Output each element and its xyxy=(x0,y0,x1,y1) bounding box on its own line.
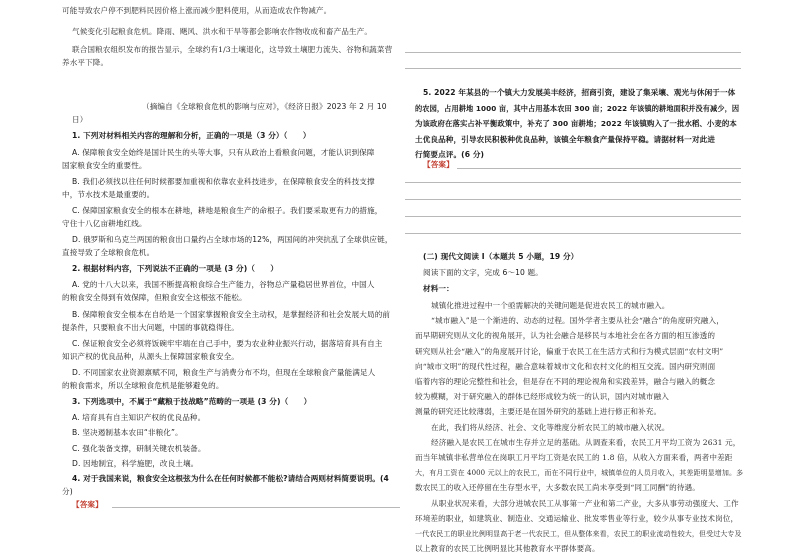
material-line: 而当年城镇非私营单位在岗职工月平均工资是农民工的 1.8 倍，从收入方面来看，两者中差距 xyxy=(415,453,733,462)
material-line: 较为模糊，对于研究融入的群体已经形成较为统一的认识，国内对城市融入 xyxy=(415,392,669,402)
material-line: 而早期研究则从文化的视角展开，认为社会融合是移民与本地社会在各方面的相互渗透的 xyxy=(415,331,716,341)
material-line: 临着内容的理论完整性和社会，但是存在不同的理论视角和实践差异，融合与融入的概念 xyxy=(415,377,716,386)
left-line: 中，节水技术是最重要的。 xyxy=(62,190,155,199)
answer-line-r1 xyxy=(457,168,741,169)
answer-line-r3 xyxy=(405,199,741,200)
q5-line: 行简要点评。(6 分) xyxy=(415,150,485,159)
left-line: 养水平下降。 xyxy=(62,58,109,67)
left-line: A. 党的十八大以来，我国不断提高粮食综合生产能力，谷物总产量稳居世界首位，中国人 xyxy=(72,280,375,289)
material-line: 经济融入是农民工在城市生存并立足的基础。从调查来看，农民工月平均工资为 2631 元， xyxy=(431,437,741,447)
material-label: 材料一： xyxy=(423,284,454,293)
left-line: 国家粮食安全的重要性。 xyxy=(62,161,147,170)
q5-line: 为该政府在落实占补平衡政策中，补充了 300 亩耕地；2022 年该镇购入了一批水稻、小麦的本 xyxy=(415,119,737,128)
left-line: 提条件，只要粮食不出大问题，中国的事就稳得住。 xyxy=(62,323,239,332)
answer-line-r4 xyxy=(405,216,741,217)
left-line: 1. 下列对材料相关内容的理解和分析，正确的一项是（3 分）（ ） xyxy=(72,131,311,140)
left-line: C. 强化装备支撑，研制关键农机装备。 xyxy=(72,444,206,453)
left-line: 3. 下列选项中，不属于“藏粮于技战略”范畴的一项是 (3 分)（ ） xyxy=(72,397,312,406)
left-line: A. 培育具有自主知识产权的优良品种。 xyxy=(72,413,206,422)
q5-line: 5. 2022 年某县的一个镇大力发展美丰经济，招商引资，建设了集采壤、观光与休闲于一体 xyxy=(423,88,736,97)
section-instruction: 阅读下面的文字，完成 6～10 题。 xyxy=(423,268,543,277)
left-line: C. 保障国家粮食安全的根本在耕地，耕地是粮食生产的命根子。我们要采取更有力的措施， xyxy=(72,206,383,215)
answer-label-right: 【答案】 xyxy=(423,160,454,169)
material-line: 测量的研究还比较薄弱，主要还是在国外研究的基础上进行修正和补充。 xyxy=(415,407,662,417)
left-line: 的粮食安全得到有效保障，但粮食安全这根弦不能松。 xyxy=(62,293,247,302)
material-line: 从职业状况来看，大部分进城农民工从事第一产业和第二产业，大多从事劳动强度大、工作 xyxy=(431,498,739,508)
left-line: D. 因地制宜，科学施肥，改良土壤。 xyxy=(72,459,199,468)
left-line: 分) xyxy=(62,487,73,496)
material-line: 研究则从社会“融入”的角度展开讨论，偏重于农民工在生活方式和行为模式层面“农村文明” xyxy=(415,346,724,356)
material-line: 城镇化推进过程中一个亟需解决的关键问题是促进农民工的城市融入。 xyxy=(431,301,670,310)
answer-line-left xyxy=(112,507,400,508)
material-line: 数农民工的收入还停留在生存型水平，大多数农民工尚未享受到“同工同酬”的待遇。 xyxy=(415,483,700,493)
material-line: 向“城市文明”的现代性过程，融合意味着城市文化和农村文化的相互交流。国内研究则面 xyxy=(415,361,716,371)
left-line: 气候变化引起粮食危机。降雨、飓风、洪水和干旱等都会影响农作物收成和畜产品生产。 xyxy=(72,27,373,36)
left-line: （摘编自《全球粮食危机的影响与应对》，《经济日报》2023 年 2 月 10 xyxy=(142,102,387,111)
left-line: B. 坚决遏制基本农田“非粮化”。 xyxy=(72,428,183,437)
answer-line-r2 xyxy=(405,182,741,183)
material-line: 环境差的职业，如建筑业、制造业、交通运输业、批发零售业等行业，较少从事专业技术岗位， xyxy=(415,513,739,523)
material-line: 一代农民工的职业比例明显高于老一代农民工，但从整体来看，农民工的职业流动性较大，但受过大专及 xyxy=(415,530,742,538)
left-line: 可能导致农户停不到肥料民因价格上涨而减少肥料使用，从而造成农作物减产。 xyxy=(62,6,332,15)
left-line: 直接导致了全球粮食危机。 xyxy=(62,248,155,257)
material-line: 在此，我们将从经济、社会、文化等维度分析农民工的城市融入状况。 xyxy=(431,422,670,432)
material-line: “城市融入”是一个渐进的、动态的过程。国外学者主要从社会“融合”的角度研究融入， xyxy=(431,316,724,326)
answer-line-top-2 xyxy=(405,68,741,69)
answer-line-r5 xyxy=(405,233,741,234)
answer-label-left: 【答案】 xyxy=(72,500,103,509)
left-line: 4. 对于我国来说，粮食安全这根弦为什么在任何时候都不能松?请结合两则材料简要说明。(4 xyxy=(72,474,389,483)
left-line: D. 俄罗斯和乌克兰两国的粮食出口量约占全球市场的12%，两国间的冲突抗乱了全球供应链， xyxy=(72,235,393,244)
left-line: B. 保障粮食安全根本在自给是一个国家掌握粮食安全主动权，是掌握经济和社会发展大局的前 xyxy=(72,310,391,319)
material-line: 大，有月工资在 4000 元以上的农民工，而在不同行业中，城镇单位的人员月收入，其差距明显增加。多 xyxy=(415,469,744,478)
material-line: 以上教育的农民工比例明显比其他教育水平群体要高。 xyxy=(415,544,600,554)
left-line: 联合国粮农组织发布的报告显示，全球约有1/3土壤退化，这导致土壤肥力流失、谷物和蔬菜营 xyxy=(72,45,393,54)
left-line: 守住十八亿亩耕地红线。 xyxy=(62,219,147,228)
left-line: 2. 根据材料内容，下列说法不正确的一项是 (3 分)（ ） xyxy=(72,264,279,273)
q5-line: 的农园，占用耕地 1000 亩，其中占用基本农田 300 亩；2022 年该镇的耕地面积并没有减少，因 xyxy=(415,103,740,113)
left-line: 的粮食需求，所以全球粮食危机是能够避免的。 xyxy=(62,381,224,390)
answer-line-top-1 xyxy=(405,52,741,53)
q5-line: 土优良品种，引导农民积极种优良品种，该镇全年粮食产量保持平稳。请据材料一对此进 xyxy=(415,134,716,144)
left-line: D. 不同国家农业资源禀赋不同，粮食生产与消费分布不均，但现在全球粮食产量能满足人 xyxy=(72,368,376,377)
left-line: C. 保证粮食安全必须将饭碗牢牢端在自己手中，要为农业种业振兴行动，据落培育具有自主 xyxy=(72,339,383,348)
left-line: B. 我们必须找以往任何时候都要加重视和依靠农业科技进步，在保障粮食安全的科技支撑 xyxy=(72,177,375,186)
section-title: (二) 现代文阅读 Ⅰ（本题共 5 小题，19 分） xyxy=(423,252,579,261)
left-line: 知识产权的优良品种，从源头上保障国家粮食安全。 xyxy=(62,352,239,361)
left-line: 日） xyxy=(72,115,88,124)
left-line: A. 保障粮食安全始终是国计民生的头等大事，只有从政治上看粮食问题，才能认识到保障 xyxy=(72,148,375,157)
